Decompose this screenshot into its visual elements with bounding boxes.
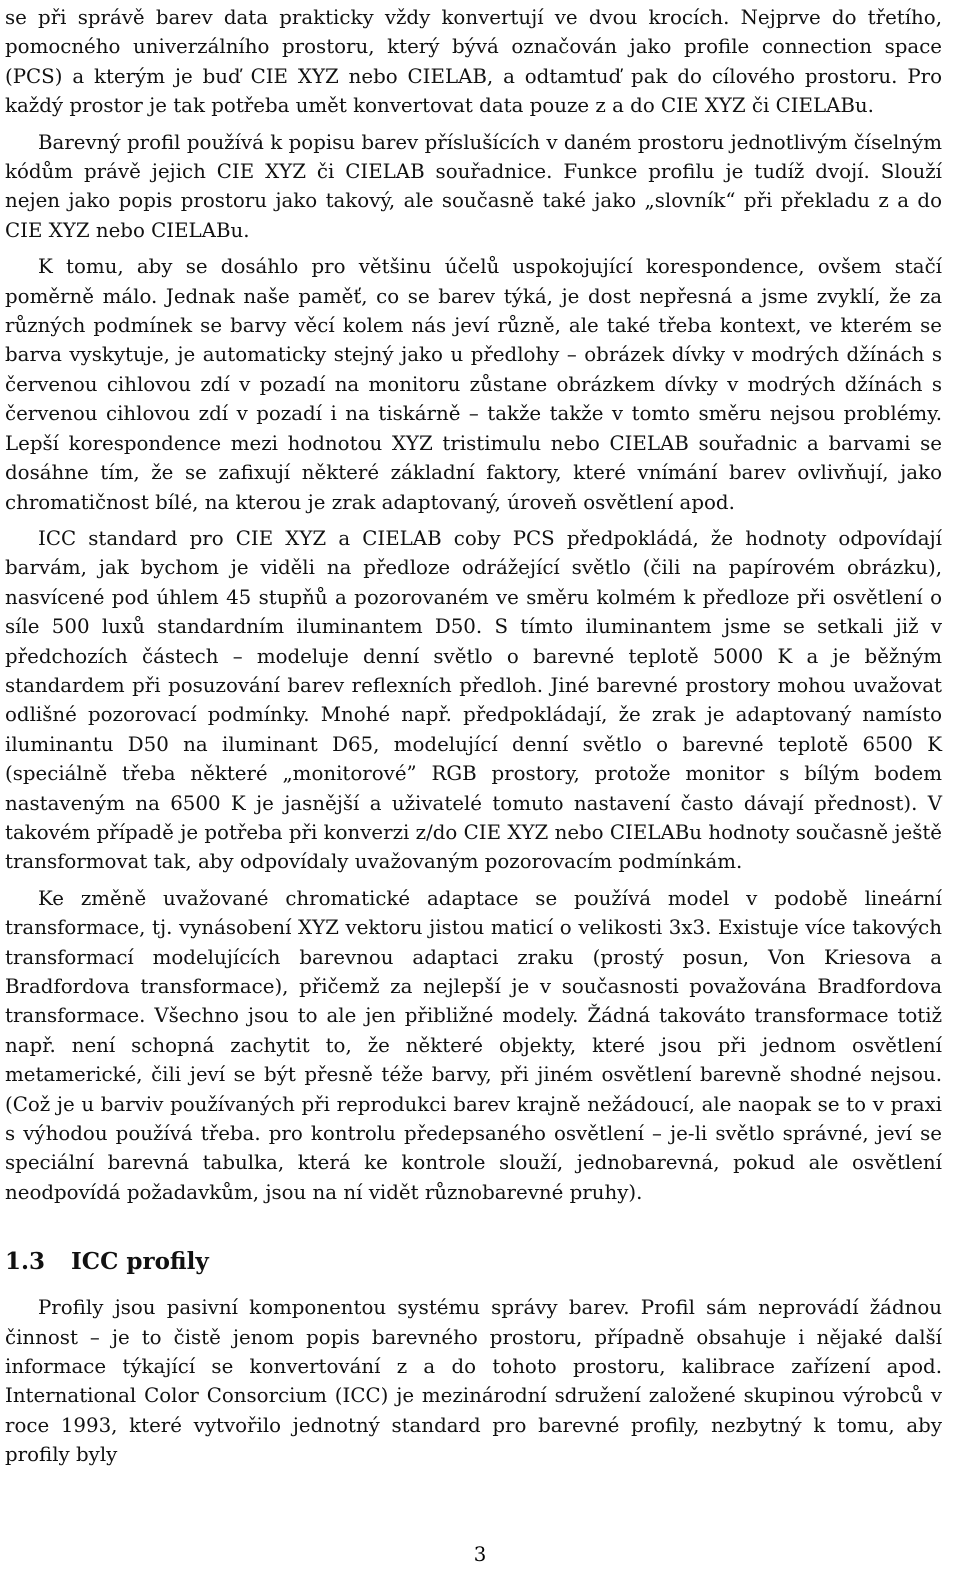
- paragraph-pcs-intro: se při správě barev data prakticky vždy konvertují ve dvou krocích. Nejprve do třetího, pomocného univerzálního prostoru, který bývá označován jako profile connection space (PCS) a kterým je buď CIE XYZ nebo CIELAB, a odtamtuď pak do cílového prostoru. Pro každý prostor je tak potřeba umět konvertovat data pouze z a do CIE XYZ či CIELABu.: [5, 6, 942, 118]
- section-number: 1.3: [5, 1248, 46, 1276]
- paragraph-chromatic-adaptation: Ke změně uvažované chromatické adaptace se používá model v podobě lineární transformace, tj. vynásobení XYZ vektoru jistou maticí o velikosti 3x3. Existuje více takových transformací modelujících barevnou adaptaci zraku (prostý posun, Von Kriesova a Bradfordova transformace), přičemž za nejlepší je v současnosti považována Bradfordova transformace. Všechno jsou to ale jen přibližné modely. Žádná takováto transformace totiž např. není schopná zachytit to, že některé objekty, které jsou při jednom osvětlení metamerické, čili jeví se být přesně téže barvy, při jiném osvětlení barevně shodné nejsou. (Což je u barviv používaných při reprodukci barev krajně nežádoucí, ale naopak se to v praxi s výhodou používá třeba. pro kontrolu předepsaného osvětlení – je-li světlo správné, jeví se speciální barevná tabulka, která ke kontrole slouží, jednobarevná, pokud ale osvětlení neodpovídá požadavkům, jsou na ní vidět různobarevné pruhy).: [5, 886, 942, 1204]
- paragraph-icc-profiles: Profily jsou pasivní komponentou systému správy barev. Profil sám neprovádí žádnou činnost – je to čistě jenom popis barevného prostoru, případně obsahuje i nějaké další informace týkající se konvertování z a do tohoto prostoru, kalibrace zařízení apod. International Color Consorcium (ICC) je mezinárodní sdružení založené skupinou výrobců v roce 1993, které vytvořilo jednotný standard pro barevné profily, nezbytný k tomu, aby profily byly: [5, 1296, 942, 1467]
- page-number: 3: [473, 1543, 487, 1566]
- paragraph-correspondence: K tomu, aby se dosáhlo pro většinu účelů uspokojující korespondence, ovšem stačí poměrně málo. Jednak naše paměť, co se barev týká, je dost nepřesná a jsme zvyklí, že za různých podmínek se barvy věcí kolem nás jeví různě, ale také třeba kontext, ve kterém se barva vyskytuje, je automaticky stejný jako u předlohy – obrázek dívky v modrých džínách s červenou cihlovou zdí v pozadí na monitoru zůstane obrázkem dívky v modrých džínách s červenou cihlovou zdí v pozadí i na tiskárně – takže takže v tomto směru nejsou problémy. Lepší korespondence mezi hodnotou XYZ tristimulu nebo CIELAB souřadnic a barvami se dosáhne tím, že se zafixují některé základní faktory, které vnímání barev ovlivňují, jako chromatičnost bílé, na kterou je zrak adaptovaný, úroveň osvětlení apod.: [5, 255, 942, 514]
- section-title: ICC profily: [71, 1248, 209, 1276]
- paragraph-icc-standard: ICC standard pro CIE XYZ a CIELAB coby PCS předpokládá, že hodnoty odpovídají barvám, jak bychom je viděli na předloze odrážející světlo (čili na papírovém obrázku), nasvícené pod úhlem 45 stupňů a pozorovaném ve směru kolmém k předloze při osvětlení o síle 500 luxů standardním iluminantem D50. S tímto iluminantem jsme se setkali již v předchozích částech – modeluje denní světlo o barevné teplotě 5000 K a je běžným standardem při posuzování barev reflexních předloh. Jiné barevné prostory mohou uvažovat odlišné pozorovací podmínky. Mnohé např. předpokládají, že zrak je adaptovaný namísto iluminantu D50 na iluminant D65, modelující denní světlo o barevné teplotě 6500 K (speciálně třeba některé „monitorové” RGB prostory, protože monitor s bílým bodem nastaveným na 6500 K je jasnější a uživatelé tomuto nastavení často dávají přednost). V takovém případě je potřeba při konverzi z/do CIE XYZ nebo CIELABu hodnoty současně ještě transformovat tak, aby odpovídaly uvažovaným pozorovacím podmínkám.: [5, 526, 942, 874]
- paragraph-profile-function: Barevný profil používá k popisu barev příslušících v daném prostoru jednotlivým číselným kódům právě jejich CIE XYZ či CIELAB souřadnice. Funkce profilu je tudíž dvojí. Slouží nejen jako popis prostoru jako takový, ale současně také jako „slovník“ při překladu z a do CIE XYZ nebo CIELABu.: [5, 130, 942, 242]
- section-heading: [5, 1247, 942, 1277]
